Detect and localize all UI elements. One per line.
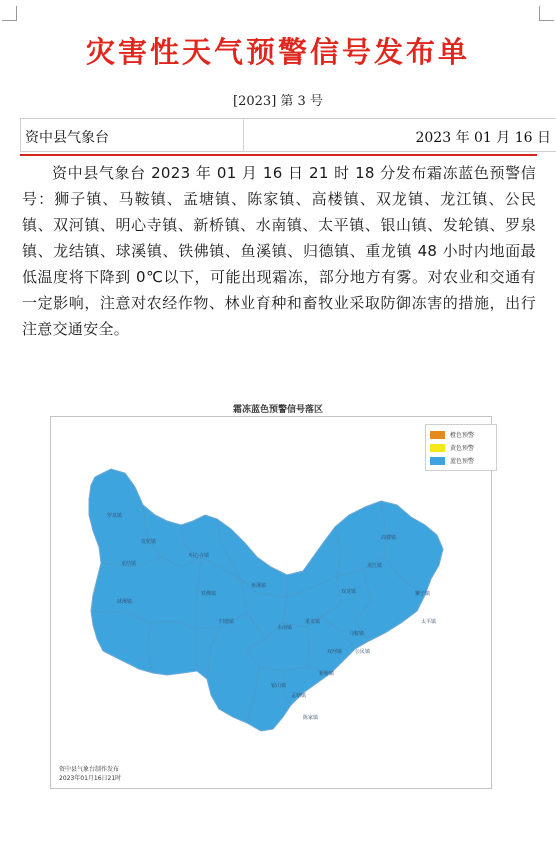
map-footnote-producer: 资中县气象台制作发布 bbox=[59, 766, 120, 773]
map-footnote-time: 2023年01月16日21时 bbox=[59, 775, 122, 782]
document-number: [2023] 第 3 号 bbox=[233, 94, 323, 109]
legend-swatch bbox=[430, 444, 445, 452]
legend-item-yellow bbox=[430, 441, 492, 454]
map-legend bbox=[425, 424, 497, 471]
town-label: 马鞍镇 bbox=[349, 631, 365, 637]
table-cell-divider bbox=[243, 119, 244, 151]
county-region-shape bbox=[89, 469, 443, 731]
town-label: 罗泉镇 bbox=[107, 513, 123, 519]
town-label: 鱼溪镇 bbox=[251, 583, 267, 589]
town-label: 公民镇 bbox=[355, 649, 371, 655]
town-label: 龙江镇 bbox=[367, 563, 383, 569]
warning-body-text: 资中县气象台 2023 年 01 月 16 日 21 时 18 分发布霜冻蓝色预警信号：狮子镇、马鞍镇、孟塘镇、陈家镇、高楼镇、双龙镇、龙江镇、公民镇、双河镇、明心寺镇、新桥镇、水南镇、太平镇、银山镇、发轮镇、罗泉镇、龙结镇、球溪镇、铁佛镇、鱼溪镇、归德镇、重龙镇 48 小时内地面最低温度将下降到 0℃以下，可能出现霜冻，部分地方有雾。对农业和交通有一定影响，注意对农经作物、林业育种和畜牧业采取防御冻害的措施，出行注意交通安全。 bbox=[22, 164, 536, 338]
warning-map bbox=[50, 416, 492, 789]
town-label: 明心寺镇 bbox=[189, 553, 210, 559]
town-label: 发轮镇 bbox=[141, 539, 157, 545]
red-divider-line bbox=[20, 154, 537, 156]
town-label: 太平镇 bbox=[421, 619, 437, 625]
map-footnote bbox=[59, 765, 121, 783]
town-label: 高楼镇 bbox=[381, 535, 397, 541]
legend-label: 橙色预警 bbox=[450, 432, 475, 439]
county-map-svg bbox=[51, 417, 491, 788]
page-corner-mark-left bbox=[2, 6, 17, 21]
issuer-date-row bbox=[20, 118, 556, 152]
town-label: 双龙镇 bbox=[341, 589, 357, 595]
issue-date: 2023 年 01 月 16 日 bbox=[415, 130, 551, 146]
legend-item-blue bbox=[430, 454, 492, 467]
page-corner-mark-right bbox=[539, 6, 554, 21]
legend-item-orange bbox=[430, 428, 492, 441]
map-title: 霜冻蓝色预警信号落区 bbox=[232, 405, 323, 415]
town-label: 水南镇 bbox=[277, 625, 293, 631]
document-title: 灾害性天气预警信号发布单 bbox=[85, 35, 470, 69]
legend-swatch bbox=[430, 431, 445, 439]
issuer-name: 资中县气象台 bbox=[25, 130, 109, 146]
town-label: 铁佛镇 bbox=[201, 591, 217, 597]
town-label: 新桥镇 bbox=[319, 671, 335, 677]
town-label: 双河镇 bbox=[327, 649, 343, 655]
legend-label: 黄色预警 bbox=[450, 445, 475, 452]
town-label: 重龙镇 bbox=[305, 619, 321, 625]
town-label: 银山镇 bbox=[271, 683, 287, 689]
town-label: 龙结镇 bbox=[121, 561, 137, 567]
town-label: 孟塘镇 bbox=[291, 693, 307, 699]
legend-label: 蓝色预警 bbox=[450, 458, 475, 465]
town-label: 狮子镇 bbox=[415, 591, 431, 597]
town-label: 陈家镇 bbox=[303, 715, 319, 721]
town-label: 归德镇 bbox=[219, 619, 235, 625]
town-label: 球溪镇 bbox=[117, 599, 133, 605]
legend-swatch bbox=[430, 457, 445, 465]
